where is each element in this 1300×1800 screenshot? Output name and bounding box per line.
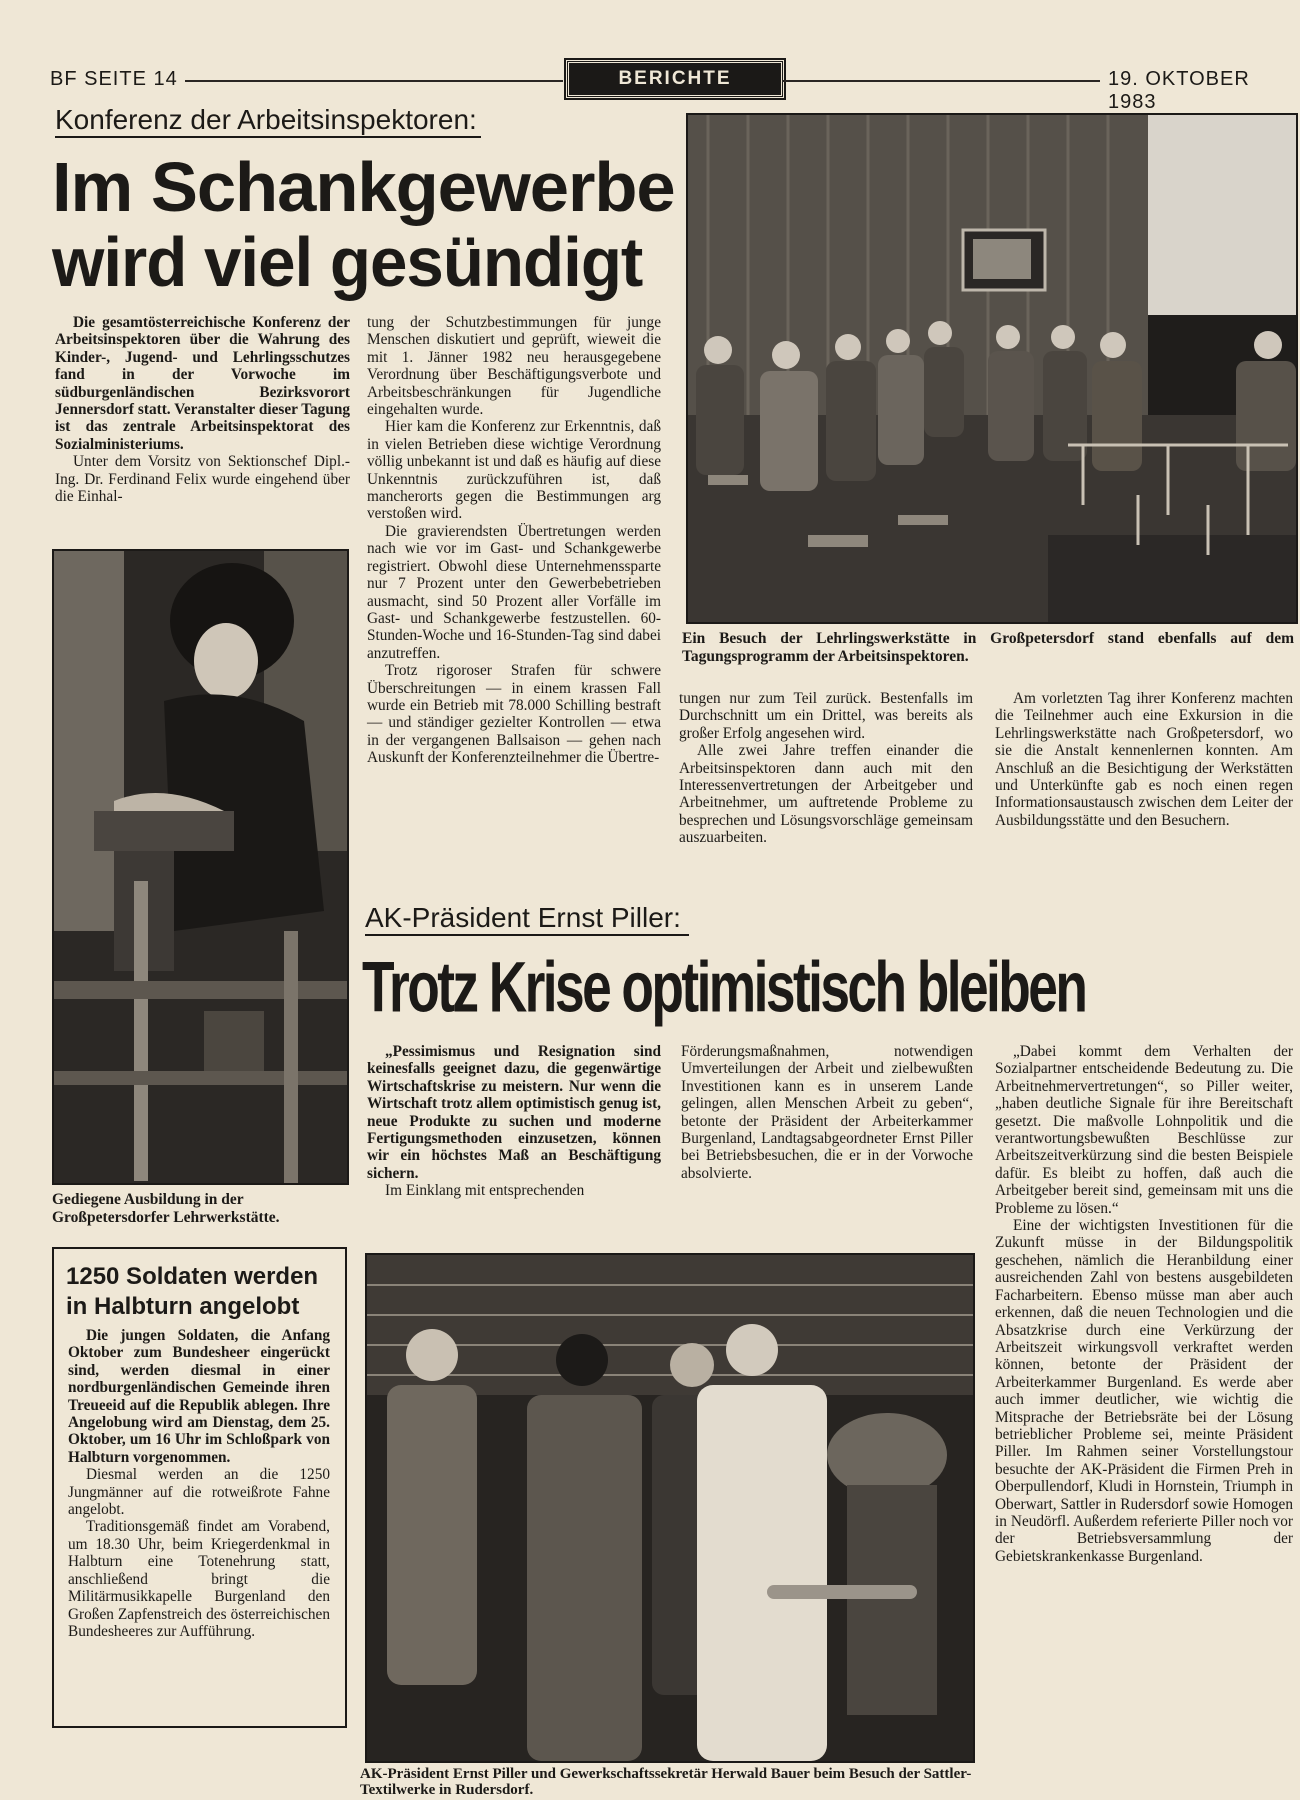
article2-col3-p0: „Dabei kommt dem Verhalten der Sozialpartner entscheidende Bedeutung zu. Die Arbeitnehmervertretungen“, so Piller weiter, „haben deutliche Signale für ihre Bereitschaft gesetzt. Die maßvolle Lohnpolitik und die verantwortungsbewußten Beschlüsse zur Arbeitszeitverkürzung sind die besten Beispiele dafür. Es bleibt zu hoffen, daß auch die Arbeitgeber bereit sind, gemeinsam mit uns die Probleme zu lösen.“ [995, 1043, 1293, 1217]
article1-col2-p2: Die gravierendsten Übertretungen werden nach wie vor im Gast- und Schankgewerbe registriert. Obwohl diese Unternehmenssparte nur 7 Prozent unter den Gewerbebetrieben ausmacht, sind 50 Prozent aller Vorfälle im Gast- und Schankgewerbe festzustellen. 60-Stunden-Woche und 16-Stunden-Tag sind dabei anzutreffen. [367, 522, 661, 662]
article1-col2-p0: tung der Schutzbestimmungen für junge Menschen diskutiert und geprüft, wieweit die mit 1. Jänner 1982 neu herausgegebene Verordnung über Beschäftigungsverbote und Arbeitsbeschränkungen für Jugendliche eingehalten wurde. [367, 314, 661, 419]
article1-col3-p0: tungen nur zum Teil zurück. Bestenfalls im Durchschnitt um ein Drittel, was bereits als großer Erfolg angesehen wird. [679, 690, 973, 742]
conference-photo-caption: Ein Besuch der Lehrlingswerkstätte in Großpetersdorf stand ebenfalls auf dem Tagungsprogramm der Arbeitsinspektoren. [682, 630, 1294, 665]
section-badge: BERICHTE [566, 60, 784, 98]
article1-headline-line2: wird viel gesündigt [52, 222, 643, 301]
article2-headline: Trotz Krise optimistisch bleiben [362, 948, 1086, 1028]
article1-col4-p0: Am vorletzten Tag ihrer Konferenz machten die Teilnehmer auch eine Exkursion in die Lehrlingswerkstätte nach Großpetersdorf, wo sie die Anstalt kennenlernen konnten. Am Anschluß an die Besichtigung der Werkstätten und Unterkünfte gab es noch einen regen Informationsaustausch zwischen dem Leiter der Ausbildungsstätte und den Besuchern. [995, 690, 1293, 829]
soldiers-box-p2: Traditionsgemäß findet am Vorabend, um 18.30 Uhr, beim Kriegerdenkmal in Halbturn eine Totenehrung statt, anschließend bringt die Militärmusikkapelle Burgenland den Großen Zapfenstreich des österreichischen Bundesheeres zur Aufführung. [68, 1518, 330, 1640]
article2-column2 [681, 1043, 973, 1182]
soldiers-box-lead: Die jungen Soldaten, die Anfang Oktober zum Bundesheer eingerückt sind, werden diesmal in einer nordburgenländischen Gemeinde ihren Treueeid auf die Republik ablegen. Ihre Angelobung wird am Dienstag, dem 25. Oktober, um 16 Uhr im Schloßpark von Halbturn vorgenommen. [68, 1327, 330, 1466]
article2-kicker: AK-Präsident Ernst Piller: [365, 902, 689, 936]
article1-col1-paragraph: Unter dem Vorsitz von Sektionschef Dipl.-Ing. Dr. Ferdinand Felix wurde eingehend über die Einhal- [55, 453, 350, 506]
article1-column2 [367, 314, 661, 767]
article2-col3-p1: Eine der wichtigsten Investitionen für die Zukunft müsse in der Bildungspolitik geschehen, nämlich die Heranbildung einer ausreichenden Zahl von bestens ausgebildeten Facharbeitern. Ebenso müsse man aber auch erkennen, daß die neuen Technologien und die Absatzkrise durch eine Verkürzung der Arbeitszeit wirkungsvoll verkraftet werden können, betonte der Präsident der Arbeiterkammer Burgenland. Es werde aber auch immer deutlicher, wie wichtig die Mitsprache der Betriebsräte bei der Lösung betrieblicher Probleme sei, meinte Präsident Piller. Im Rahmen seiner Vorstellungstour besuchte der AK-Präsident die Firmen Preh in Oberpullendorf, Kludi in Hornstein, Triumph in Oberwart, Sattler in Rudersdorf sowie Homogen in Neudörfl. Außerdem referierte Piller noch vor der Betriebsversammlung der Gebietskrankenkasse Burgenland. [995, 1217, 1293, 1565]
workshop-photo [52, 549, 349, 1185]
piller-photo-caption: AK-Präsident Ernst Piller und Gewerkschaftssekretär Herwald Bauer beim Besuch der Sattler-Textilwerke in Rudersdorf. [360, 1766, 972, 1798]
soldiers-news-box [52, 1247, 347, 1728]
article1-lead: Die gesamtösterreichische Konferenz der Arbeitsinspektoren über die Wahrung des Kinder-, Jugend- und Lehrlingsschutzes fand in der Vorwoche im südburgenländischen Bezirksvorort Jennersdorf statt. Veranstalter dieser Tagung ist das zentrale Arbeitsinspektorat des Sozialministeriums. [55, 314, 350, 453]
article1-headline-line1: Im Schankgewerbe [52, 147, 675, 226]
article1-kicker: Konferenz der Arbeitsinspektoren: [55, 104, 481, 138]
article1-col3-p1: Alle zwei Jahre treffen einander die Arbeitsinspektoren dann auch mit den Interessenvertretungen der Arbeitgeber und Arbeitnehmer, um auftretende Probleme zu besprechen und Lösungsvorschläge gemeinsam auszuarbeiten. [679, 742, 973, 847]
article1-column4 [995, 690, 1293, 829]
article1-col2-p1: Hier kam die Konferenz zur Erkenntnis, daß in vielen Betrieben diese wichtige Verordnung völlig unbekannt ist und daß es häufig auf diese Unkenntnis zurückzuführen ist, daß mancherorts gegen die Bestimmungen arg verstoßen wird. [367, 418, 661, 523]
article1-col2-p3: Trotz rigoroser Strafen für schwere Überschreitungen — in einem krassen Fall wurde ein Betrieb mit 78.000 Schilling bestraft — und ständiger gezielter Kontrollen — etwa in der vergangenen Ballsaison — gehen nach Auskunft der Konferenzteilnehmer die Übertre- [367, 662, 661, 767]
soldiers-box-p1: Diesmal werden an die 1250 Jungmänner auf die rotweißrote Fahne angelobt. [68, 1466, 330, 1519]
piller-visit-photo [365, 1253, 975, 1763]
article2-col2-p0: Förderungsmaßnahmen, notwendigen Umverteilungen der Arbeit und zielbewußten Investitionen kann es in unserem Lande gelingen, allen Menschen Arbeit zu geben“, betonte der Präsident der Arbeiterkammer Burgenland, Landtagsabgeordneter Ernst Piller bei Betriebsbesuchen, die er in der Vorwoche absolvierte. [681, 1043, 973, 1182]
soldiers-box-title-line2: in Halbturn angelobt [66, 1293, 300, 1320]
soldiers-box-text [68, 1327, 330, 1640]
header-rule-left [185, 80, 563, 82]
conference-photo [686, 113, 1298, 624]
article2-column1 [367, 1043, 661, 1200]
article2-lead: „Pessimismus und Resignation sind keinesfalls geeignet dazu, die gegenwärtige Wirtschaftskrise zu meistern. Nur wenn die Wirtschaft trotz allem optimistisch genug ist, neue Produkte zu suchen und moderne Fertigungsmethoden einzusetzen, können wir ein höchstes Maß an Beschäftigung sichern. [367, 1043, 661, 1182]
page-number: BF SEITE 14 [50, 68, 178, 90]
article2-column3 [995, 1043, 1293, 1565]
soldiers-box-title-line1: 1250 Soldaten werden [66, 1263, 319, 1290]
issue-date: 19. OKTOBER 1983 [1108, 68, 1250, 113]
article1-column3 [679, 690, 973, 847]
article1-column1 [55, 314, 350, 505]
workshop-photo-caption: Gediegene Ausbildung in der Großpetersdorfer Lehrwerkstätte. [52, 1191, 280, 1226]
header-rule-right [782, 80, 1100, 82]
article2-col1-p1: Im Einklang mit entsprechenden [385, 1182, 585, 1200]
